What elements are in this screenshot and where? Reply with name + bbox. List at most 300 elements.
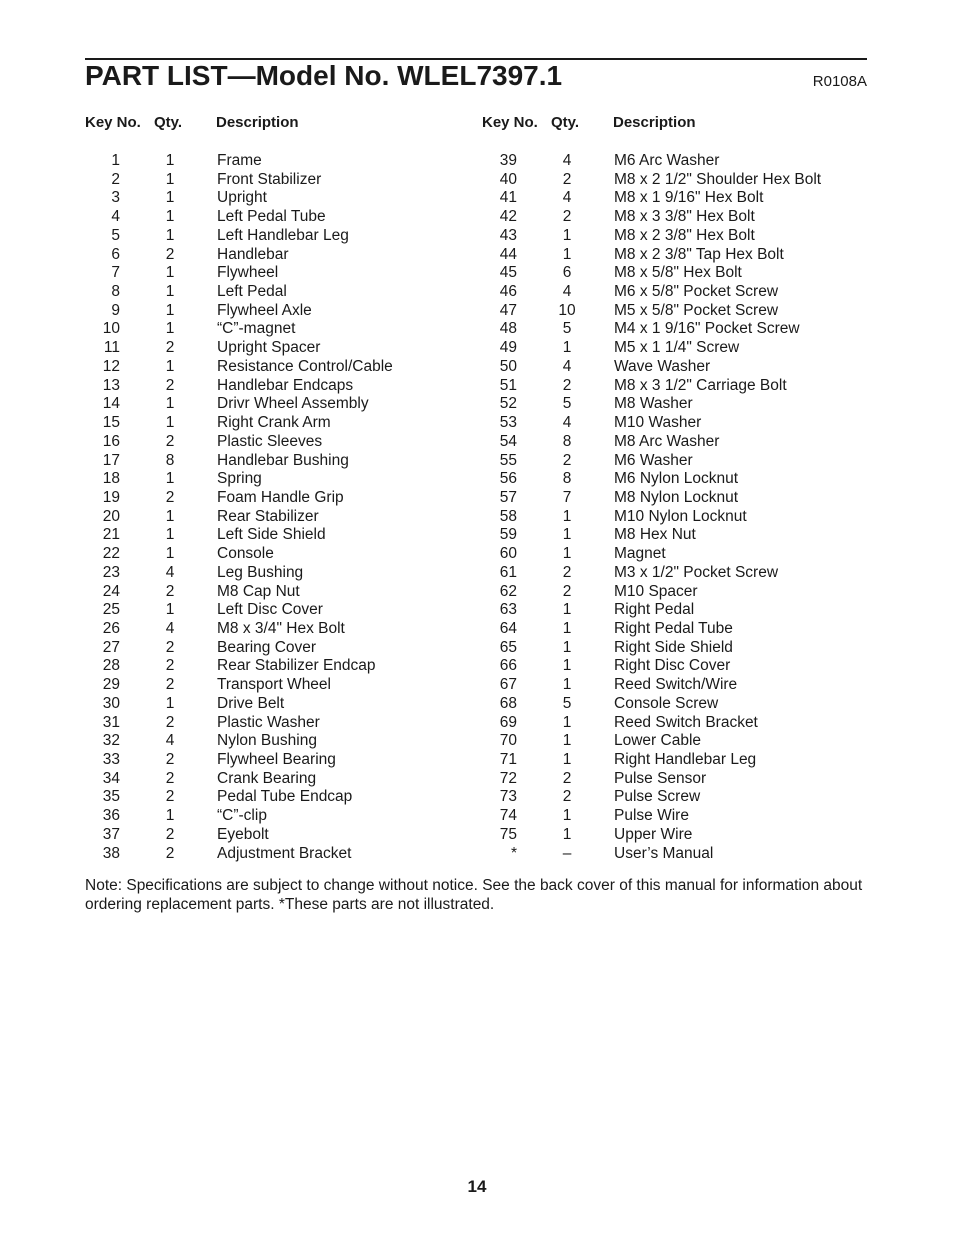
- page-number: 14: [467, 1177, 487, 1196]
- table-row: [80, 339, 460, 358]
- table-row: [477, 320, 867, 339]
- table-row: [477, 601, 867, 620]
- table-row: [80, 302, 460, 321]
- part-key: 35: [102, 788, 120, 806]
- part-description: Flywheel: [217, 264, 279, 282]
- part-description: Handlebar: [217, 245, 289, 263]
- part-qty: 2: [165, 844, 175, 862]
- part-qty: 2: [165, 825, 175, 843]
- part-qty: 2: [562, 376, 572, 394]
- part-description: Drivr Wheel Assembly: [217, 395, 369, 413]
- part-description: Console Screw: [614, 694, 719, 712]
- table-row: [477, 264, 867, 283]
- part-description: Frame: [217, 152, 262, 169]
- part-key: 1: [111, 152, 120, 169]
- table-row: [477, 826, 867, 845]
- part-key: 36: [102, 807, 120, 825]
- part-key: 38: [102, 844, 120, 862]
- part-description: M8 x 2 3/8" Hex Bolt: [614, 226, 755, 244]
- part-key: 13: [102, 376, 120, 394]
- part-key: 17: [102, 451, 120, 469]
- part-key: 12: [102, 357, 120, 375]
- part-description: M8 Arc Washer: [614, 432, 720, 450]
- part-qty: 1: [165, 395, 175, 413]
- part-description: M8 x 2 3/8" Tap Hex Bolt: [614, 245, 784, 263]
- part-key: 63: [499, 601, 517, 619]
- part-key: 39: [499, 152, 517, 169]
- part-qty: 2: [165, 676, 175, 694]
- part-key: 14: [102, 395, 120, 413]
- part-key: 67: [499, 676, 517, 694]
- part-qty: 2: [165, 788, 175, 806]
- part-description: Right Side Shield: [614, 638, 733, 656]
- table-row: [477, 227, 867, 246]
- table-row: [80, 695, 460, 714]
- table-row: [80, 227, 460, 246]
- table-row: [477, 189, 867, 208]
- part-qty: 1: [165, 226, 175, 244]
- table-row: [477, 714, 867, 733]
- part-qty: 2: [562, 208, 572, 226]
- part-key: 28: [102, 657, 120, 675]
- part-qty: 1: [165, 301, 175, 319]
- table-row: [477, 676, 867, 695]
- header-desc-right: Description: [613, 114, 696, 131]
- part-description: Left Handlebar Leg: [217, 226, 349, 244]
- part-description: M6 Washer: [614, 451, 693, 469]
- table-row: [80, 676, 460, 695]
- part-description: M8 Washer: [614, 395, 693, 413]
- part-description: Foam Handle Grip: [217, 488, 344, 506]
- part-qty: 7: [562, 488, 572, 506]
- part-key: 45: [499, 264, 517, 282]
- table-row: [80, 433, 460, 452]
- part-key: 43: [499, 226, 517, 244]
- table-row: [80, 826, 460, 845]
- part-key: 56: [499, 470, 517, 488]
- part-qty: 2: [562, 451, 572, 469]
- part-key: 9: [111, 301, 120, 319]
- part-key: 10: [102, 320, 120, 338]
- table-row: [477, 246, 867, 265]
- part-description: M4 x 1 9/16" Pocket Screw: [614, 320, 800, 338]
- part-description: M8 x 3 1/2" Carriage Bolt: [614, 376, 787, 394]
- table-row: [80, 807, 460, 826]
- part-qty: 4: [165, 732, 175, 750]
- part-qty: 2: [165, 245, 175, 263]
- part-description: Rear Stabilizer Endcap: [217, 657, 376, 675]
- part-qty: 1: [562, 676, 572, 694]
- part-key: 72: [499, 769, 517, 787]
- part-description: M8 Hex Nut: [614, 526, 696, 544]
- part-description: M10 Spacer: [614, 582, 698, 600]
- part-key: 65: [499, 638, 517, 656]
- table-row: [80, 657, 460, 676]
- part-description: Magnet: [614, 545, 666, 563]
- part-qty: 2: [165, 751, 175, 768]
- part-description: M5 x 5/8" Pocket Screw: [614, 301, 779, 319]
- table-row: [477, 770, 867, 789]
- table-row: [80, 545, 460, 564]
- part-description: “C”-clip: [217, 807, 267, 825]
- table-row: [477, 470, 867, 489]
- part-key: 37: [102, 825, 120, 843]
- part-key: 42: [499, 208, 517, 226]
- table-row: [477, 788, 867, 807]
- table-row: [477, 302, 867, 321]
- part-qty: 1: [562, 713, 572, 731]
- table-row: [80, 377, 460, 396]
- part-qty: 1: [165, 357, 175, 375]
- part-description: Adjustment Bracket: [217, 844, 352, 862]
- table-row: [80, 845, 460, 864]
- part-key: 62: [499, 582, 517, 600]
- table-row: [80, 395, 460, 414]
- part-qty: 1: [165, 152, 175, 169]
- part-qty: 5: [562, 694, 572, 712]
- part-qty: 1: [562, 526, 572, 544]
- table-row: [80, 732, 460, 751]
- part-key: 32: [102, 732, 120, 750]
- part-key: 8: [111, 283, 120, 301]
- part-key: 48: [499, 320, 517, 338]
- part-key: 44: [499, 245, 517, 263]
- part-qty: 1: [562, 751, 572, 768]
- part-description: Right Handlebar Leg: [614, 751, 757, 768]
- part-key: 60: [499, 545, 517, 563]
- part-key: 55: [499, 451, 517, 469]
- part-qty: –: [562, 844, 572, 862]
- table-row: [477, 452, 867, 471]
- part-description: Left Pedal: [217, 283, 287, 301]
- part-description: Left Pedal Tube: [217, 208, 326, 226]
- part-qty: 1: [165, 807, 175, 825]
- part-qty: 2: [165, 432, 175, 450]
- part-qty: 1: [562, 245, 572, 263]
- part-qty: 2: [165, 339, 175, 357]
- part-key: 71: [499, 751, 517, 768]
- part-description: M8 Cap Nut: [217, 582, 300, 600]
- part-qty: 4: [165, 619, 175, 637]
- part-qty: 1: [562, 601, 572, 619]
- part-qty: 2: [562, 788, 572, 806]
- part-description: “C”-magnet: [217, 320, 296, 338]
- part-qty: 2: [165, 376, 175, 394]
- part-description: Plastic Washer: [217, 713, 320, 731]
- table-row: [477, 508, 867, 527]
- part-key: *: [510, 844, 517, 862]
- part-qty: 10: [558, 301, 576, 319]
- part-qty: 5: [562, 320, 572, 338]
- part-key: 47: [499, 301, 517, 319]
- table-row: [80, 152, 460, 171]
- parts-list-left: [80, 152, 460, 863]
- part-description: Handlebar Endcaps: [217, 376, 354, 394]
- table-row: [477, 807, 867, 826]
- part-description: Drive Belt: [217, 694, 285, 712]
- table-row: [477, 564, 867, 583]
- part-key: 4: [111, 208, 120, 226]
- table-row: [477, 620, 867, 639]
- part-qty: 1: [165, 601, 175, 619]
- part-description: M8 x 1 9/16" Hex Bolt: [614, 189, 764, 207]
- part-key: 70: [499, 732, 517, 750]
- part-key: 11: [103, 339, 120, 357]
- part-qty: 1: [562, 619, 572, 637]
- part-key: 15: [102, 414, 120, 432]
- table-row: [80, 770, 460, 789]
- table-row: [477, 152, 867, 171]
- part-qty: 1: [165, 264, 175, 282]
- table-row: [80, 283, 460, 302]
- part-key: 59: [499, 526, 517, 544]
- part-description: Crank Bearing: [217, 769, 317, 787]
- part-description: M8 x 3 3/8" Hex Bolt: [614, 208, 755, 226]
- part-key: 58: [499, 507, 517, 525]
- table-row: [477, 414, 867, 433]
- part-description: Resistance Control/Cable: [217, 357, 393, 375]
- part-qty: 6: [562, 264, 572, 282]
- part-qty: 1: [562, 507, 572, 525]
- table-row: [80, 751, 460, 770]
- part-key: 3: [111, 189, 120, 207]
- part-description: M6 Nylon Locknut: [614, 470, 739, 488]
- table-row: [477, 433, 867, 452]
- part-qty: 1: [165, 470, 175, 488]
- document-code: R0108A: [812, 73, 867, 90]
- part-description: M8 x 2 1/2" Shoulder Hex Bolt: [614, 170, 822, 188]
- part-key: 41: [499, 189, 517, 207]
- part-key: 52: [499, 395, 517, 413]
- table-row: [477, 695, 867, 714]
- part-key: 2: [111, 170, 120, 188]
- table-row: [477, 657, 867, 676]
- part-description: User’s Manual: [614, 844, 714, 862]
- part-description: Pedal Tube Endcap: [217, 788, 353, 806]
- part-qty: 4: [562, 189, 572, 207]
- part-qty: 1: [165, 189, 175, 207]
- table-row: [80, 601, 460, 620]
- part-key: 31: [102, 713, 120, 731]
- part-description: Right Pedal: [614, 601, 695, 619]
- part-description: M8 x 5/8" Hex Bolt: [614, 264, 742, 282]
- table-row: [80, 470, 460, 489]
- part-qty: 1: [165, 545, 175, 563]
- part-description: M10 Nylon Locknut: [614, 507, 747, 525]
- part-qty: 8: [562, 470, 572, 488]
- header-desc-left: Description: [216, 114, 299, 131]
- part-description: Transport Wheel: [217, 676, 331, 694]
- part-key: 34: [102, 769, 120, 787]
- part-description: Flywheel Bearing: [217, 751, 336, 768]
- part-description: M5 x 1 1/4" Screw: [614, 339, 740, 357]
- part-description: Pulse Wire: [614, 807, 689, 825]
- part-key: 46: [499, 283, 517, 301]
- part-key: 54: [499, 432, 517, 450]
- table-row: [477, 339, 867, 358]
- part-key: 51: [499, 376, 517, 394]
- part-qty: 2: [165, 638, 175, 656]
- part-qty: 1: [165, 526, 175, 544]
- page-title: PART LIST—Model No. WLEL7397.1: [85, 60, 563, 91]
- part-qty: 4: [562, 357, 572, 375]
- header-key-right: Key No.: [482, 114, 538, 131]
- part-key: 26: [102, 619, 120, 637]
- part-description: Upright: [217, 189, 267, 207]
- part-qty: 4: [562, 152, 572, 169]
- part-qty: 1: [562, 545, 572, 563]
- table-row: [80, 189, 460, 208]
- table-row: [477, 732, 867, 751]
- part-key: 23: [102, 563, 120, 581]
- part-qty: 1: [165, 208, 175, 226]
- part-qty: 2: [562, 170, 572, 188]
- part-qty: 1: [562, 638, 572, 656]
- table-row: [477, 283, 867, 302]
- part-key: 20: [102, 507, 120, 525]
- part-key: 64: [499, 619, 517, 637]
- part-qty: 2: [165, 582, 175, 600]
- table-row: [477, 489, 867, 508]
- part-qty: 8: [562, 432, 572, 450]
- part-description: Console: [217, 545, 274, 563]
- part-description: Left Side Shield: [217, 526, 326, 544]
- part-key: 25: [102, 601, 120, 619]
- table-row: [477, 526, 867, 545]
- part-qty: 8: [165, 451, 175, 469]
- table-row: [80, 508, 460, 527]
- part-description: Handlebar Bushing: [217, 451, 349, 469]
- part-key: 19: [102, 488, 120, 506]
- part-key: 68: [499, 694, 517, 712]
- part-qty: 2: [562, 582, 572, 600]
- table-row: [80, 414, 460, 433]
- table-row: [80, 620, 460, 639]
- table-row: [477, 545, 867, 564]
- part-qty: 2: [165, 488, 175, 506]
- part-description: Spring: [217, 470, 262, 488]
- part-description: Upright Spacer: [217, 339, 321, 357]
- table-row: [477, 377, 867, 396]
- table-row: [477, 395, 867, 414]
- part-qty: 4: [165, 563, 175, 581]
- part-key: 30: [102, 694, 120, 712]
- table-row: [80, 639, 460, 658]
- part-qty: 5: [562, 395, 572, 413]
- part-description: Nylon Bushing: [217, 732, 317, 750]
- part-key: 74: [499, 807, 517, 825]
- table-row: [80, 452, 460, 471]
- part-description: Reed Switch/Wire: [614, 676, 738, 694]
- table-row: [80, 526, 460, 545]
- part-qty: 1: [165, 320, 175, 338]
- part-description: Left Disc Cover: [217, 601, 323, 619]
- part-qty: 1: [562, 657, 572, 675]
- header-qty-left: Qty.: [154, 114, 183, 131]
- part-key: 53: [499, 414, 517, 432]
- table-row: [477, 208, 867, 227]
- part-qty: 2: [165, 713, 175, 731]
- part-key: 29: [102, 676, 120, 694]
- part-qty: 1: [165, 507, 175, 525]
- part-description: M10 Washer: [614, 414, 702, 432]
- part-description: M6 x 5/8" Pocket Screw: [614, 283, 779, 301]
- table-row: [80, 264, 460, 283]
- note-text: Note: Specifications are subject to change without notice. See the back cover of this manual for information about ordering replacement parts. *These parts are not illustrated.: [85, 877, 863, 913]
- part-key: 27: [102, 638, 120, 656]
- table-row: [80, 564, 460, 583]
- part-key: 61: [499, 563, 517, 581]
- part-key: 50: [499, 357, 517, 375]
- part-key: 21: [102, 526, 120, 544]
- part-description: Eyebolt: [217, 825, 269, 843]
- table-row: [477, 358, 867, 377]
- header-key-left: Key No.: [85, 114, 141, 131]
- part-description: Bearing Cover: [217, 638, 317, 656]
- part-key: 6: [111, 245, 120, 263]
- part-description: M6 Arc Washer: [614, 152, 720, 169]
- part-key: 22: [102, 545, 120, 563]
- part-description: Pulse Sensor: [614, 769, 707, 787]
- part-key: 73: [499, 788, 517, 806]
- part-description: Reed Switch Bracket: [614, 713, 758, 731]
- part-key: 5: [111, 226, 120, 244]
- part-key: 57: [499, 488, 517, 506]
- table-row: [477, 583, 867, 602]
- part-description: Leg Bushing: [217, 563, 304, 581]
- part-qty: 1: [562, 807, 572, 825]
- table-row: [80, 171, 460, 190]
- part-qty: 4: [562, 283, 572, 301]
- table-row: [477, 639, 867, 658]
- parts-list-right: [477, 152, 867, 863]
- part-description: M8 x 3/4" Hex Bolt: [217, 619, 345, 637]
- table-row: [477, 845, 867, 864]
- part-key: 66: [499, 657, 517, 675]
- part-description: M3 x 1/2" Pocket Screw: [614, 563, 779, 581]
- part-qty: 2: [562, 769, 572, 787]
- part-description: Upper Wire: [614, 825, 693, 843]
- part-qty: 4: [562, 414, 572, 432]
- table-row: [477, 751, 867, 770]
- table-row: [80, 246, 460, 265]
- part-description: M8 Nylon Locknut: [614, 488, 739, 506]
- part-description: Pulse Screw: [614, 788, 701, 806]
- part-qty: 1: [562, 732, 572, 750]
- part-qty: 2: [562, 563, 572, 581]
- part-key: 49: [499, 339, 517, 357]
- part-qty: 1: [562, 825, 572, 843]
- table-row: [80, 358, 460, 377]
- part-description: Right Pedal Tube: [614, 619, 733, 637]
- part-description: Wave Washer: [614, 357, 711, 375]
- table-row: [80, 489, 460, 508]
- part-description: Right Crank Arm: [217, 414, 331, 432]
- part-qty: 1: [165, 694, 175, 712]
- part-description: Right Disc Cover: [614, 657, 731, 675]
- table-row: [80, 714, 460, 733]
- part-key: 18: [102, 470, 120, 488]
- part-key: 24: [102, 582, 120, 600]
- table-row: [80, 320, 460, 339]
- part-key: 7: [111, 264, 120, 282]
- part-key: 69: [499, 713, 517, 731]
- part-description: Plastic Sleeves: [217, 432, 323, 450]
- table-row: [80, 788, 460, 807]
- part-qty: 1: [562, 339, 572, 357]
- part-description: Flywheel Axle: [217, 301, 312, 319]
- part-qty: 1: [165, 170, 175, 188]
